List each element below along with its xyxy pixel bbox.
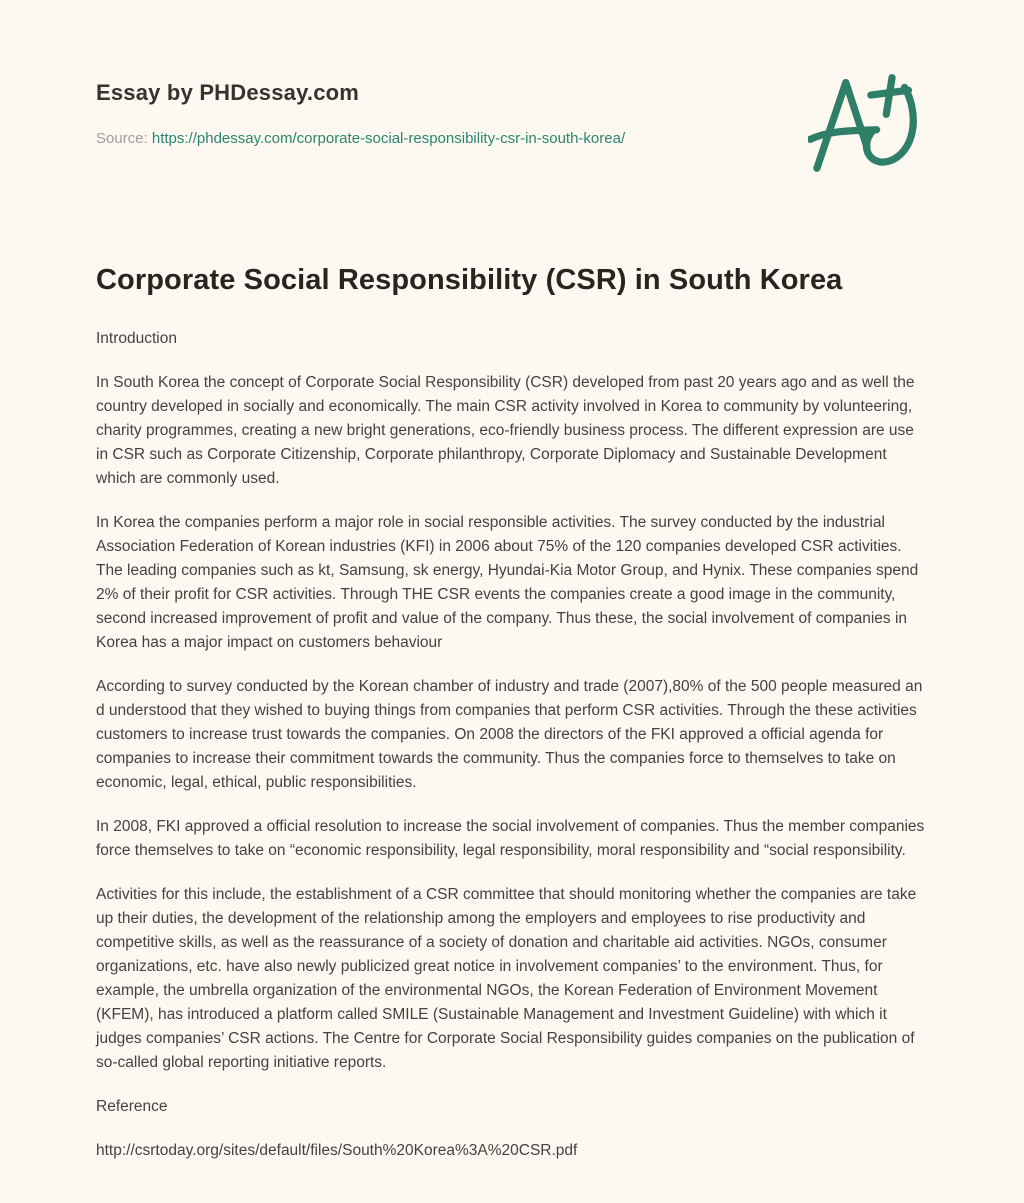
source-label: Source: bbox=[96, 130, 148, 147]
a-plus-logo-icon bbox=[808, 70, 926, 176]
essay-paragraph: Activities for this include, the establishment of a CSR committee that should monitoring whether the companies are take up their duties, the development of the relationship among the employers and employees to rise productivity and competitive skills, as well as the reassurance of a society of donation and charitable aid activities. NGOs, consumer organizations, etc. have also newly publicized great notice in involvement companies’ to the environment. Thus, for example, the umbrella organization of the environmental NGOs, the Korean Federation of Environment Movement (KFEM), has introduced a platform called SMILE (Sustainable Management and Investment Guideline) with which it judges companies’ CSR actions. The Centre for Corporate Social Responsibility guides companies on the publication of so-called global reporting initiative reports. bbox=[96, 886, 917, 1071]
page-header bbox=[96, 78, 928, 176]
source-line bbox=[96, 130, 625, 147]
reference-block bbox=[96, 1095, 928, 1163]
reference-label: Reference bbox=[96, 1098, 168, 1115]
header-text-block bbox=[96, 78, 625, 147]
reference-url: http://csrtoday.org/sites/default/files/South%20Korea%3A%20CSR.pdf bbox=[96, 1142, 578, 1159]
source-url-link[interactable]: https://phdessay.com/corporate-social-responsibility-csr-in-south-korea/ bbox=[151, 130, 626, 147]
essay-paragraph: In 2008, FKI approved a official resolution to increase the social involvement of companies. Thus the member companies force themselves to take on “economic responsibility, legal responsibility, moral responsibility and “social responsibility. bbox=[96, 818, 925, 859]
essay-body bbox=[96, 327, 928, 1163]
essay-paragraph: According to survey conducted by the Korean chamber of industry and trade (2007),80% of the 500 people measured an d understood that they wished to buying things from companies that perform CSR activities. Through the these activities customers to increase trust towards the companies. On 2008 the directors of the FKI approved a official agenda for companies to increase their commitment towards the community. Thus the companies force to themselves to take on economic, legal, ethical, public responsibilities. bbox=[96, 678, 923, 791]
essay-paragraph: In Korea the companies perform a major role in social responsible activities. The survey conducted by the industrial Association Federation of Korean industries (KFI) in 2006 about 75% of the 120 companies developed CSR activities. The leading companies such as kt, Samsung, sk energy, Hyundai-Kia Motor Group, and Hynix. These companies spend 2% of their profit for CSR activities. Through THE CSR events the companies create a good image in the community, second increased improvement of profit and value of the company. Thus these, the social involvement of companies in Korea has a major impact on customers behaviour bbox=[96, 514, 919, 651]
site-title: Essay by PHDessay.com bbox=[96, 80, 360, 105]
intro-heading: Introduction bbox=[96, 330, 177, 347]
essay-title: Corporate Social Responsibility (CSR) in South Korea bbox=[96, 264, 843, 296]
essay-paragraph: In South Korea the concept of Corporate Social Responsibility (CSR) developed from past 20 years ago and as well the country developed in socially and economically. The main CSR activity involved in Korea to community by volunteering, charity programmes, creating a new bright generations, eco-friendly business process. The different expression are use in CSR such as Corporate Citizenship, Corporate philanthropy, Corporate Diplomacy and Sustainable Development which are commonly used. bbox=[96, 374, 915, 487]
